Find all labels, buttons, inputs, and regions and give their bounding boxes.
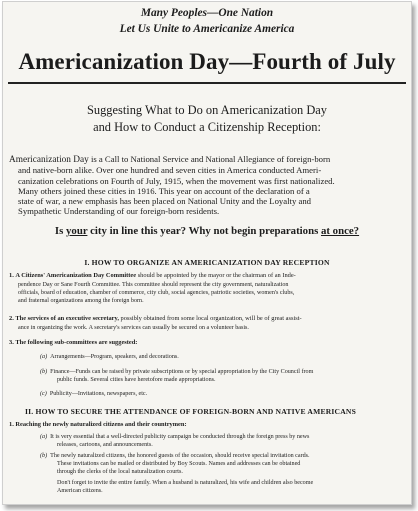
sub-item-text: releases, cartoons, and announcements. — [57, 442, 153, 448]
sub-item-text: Arrangements—Program, speakers, and decorations. — [50, 354, 179, 360]
intro-line-1: is a Call to National Service and National Allegiance of foreign-born — [88, 154, 331, 164]
document-title: Americanization Day—Fourth of July — [18, 49, 396, 74]
item-text: possibly obtained from some local organization, will be of great assist- — [118, 315, 302, 322]
call-to-action — [3, 225, 411, 237]
intro-line-3: canization celebrations on Fourth of July, 1915, when the movement was first nationalized. — [18, 175, 335, 186]
sub-item-marker: (c) — [40, 391, 47, 397]
slogan-line-2: Let Us Unite to Americanize America — [119, 23, 295, 35]
intro-lead: Americanization Day — [9, 155, 89, 165]
section-1-heading: I. HOW TO ORGANIZE AN AMERICANIZATION DAY RECEPTION — [84, 258, 330, 267]
sub-item-marker: (b) — [40, 369, 48, 375]
sub-item-text: through the clerks of the local naturalization courts. — [57, 469, 183, 475]
subtitle-line-1: Suggesting What to Do on Americanization Day — [87, 103, 327, 117]
item-lead: A Citizens' Americanization Day Committee — [15, 272, 137, 279]
intro-line-4: Many others joined these cities in 1916. This year on account of the declaration of a — [18, 185, 310, 196]
item-text: officials, board of education, chamber of commerce, city club, social agencies, patriotic societies, women's clubs, — [18, 290, 295, 296]
title-rule — [8, 82, 406, 84]
subtitle-line-2: and How to Conduct a Citizenship Reception: — [93, 120, 321, 134]
intro-line-2: and native-born alike. Over one hundred and seven cities in America conducted Ameri- — [18, 165, 322, 176]
sub-item-marker: (b) — [40, 453, 48, 459]
call-once: at once? — [320, 225, 360, 237]
sub-item-text: Finance—Funds can be raised by private subscriptions or by special appropriation by the City Council from — [50, 369, 314, 375]
item-lead: The services of an executive secretary, — [15, 315, 119, 322]
item-text: should be appointed by the mayor or the chairman of an Inde- — [136, 272, 296, 279]
item-number: 3. — [9, 339, 14, 346]
item-number: 2. — [9, 315, 14, 322]
intro-line-6: Sympathetic Understanding of our foreign-born residents. — [18, 206, 220, 217]
note-text: American citizens. — [57, 488, 103, 494]
sub-item-text: Publicity—Invitations, newspapers, etc. — [49, 391, 148, 397]
intro-paragraph — [9, 154, 405, 217]
sub-item-text: It is very essential that a well-directed publicity campaign be conducted through the foreign press by news — [50, 434, 310, 440]
call-mid: city in line this year? Why not begin preparations — [87, 225, 321, 237]
item-text: and fraternal organizations among the foreign born. — [18, 298, 144, 304]
sub-item-text: public funds. Several cities have heretofore made appropriations. — [57, 377, 216, 383]
sub-item-text: The newly naturalized citizens, the honored guests of the occasion, should receive special invitation cards. — [50, 453, 310, 459]
item-lead: The following sub-committees are suggested: — [15, 339, 138, 346]
item-lead: Reaching the newly naturalized citizens and their countrymen: — [15, 421, 187, 428]
item-text: ance in organizing the work. A secretary's services can usually be secured on a volunteer basis. — [18, 325, 249, 331]
section-2-heading: II. HOW TO SECURE THE ATTENDANCE OF FOREIGN-BORN AND NATIVE AMERICANS — [25, 407, 357, 416]
sub-item-text: These invitations can be mailed or distributed by Boy Scouts. Names and addresses can be obtained — [57, 461, 301, 467]
document-page — [2, 1, 412, 505]
sub-item-marker: (a) — [40, 354, 48, 360]
call-your: your — [66, 225, 88, 237]
item-number: 1. — [9, 421, 14, 428]
note-text: Don't forget to invite the entire family. When a husband is naturalized, his wife and children also become — [57, 480, 314, 486]
item-text: pendence Day or Sane Fourth Committee. This committee should represent the city government, naturalization — [18, 282, 289, 288]
call-pre: Is — [54, 225, 67, 237]
item-number: 1. — [9, 272, 14, 279]
sub-item-marker: (a) — [40, 434, 48, 440]
intro-line-5: state of war, a new emphasis has been placed on National Unity and the Loyalty and — [18, 196, 312, 207]
slogan-line-1: Many Peoples—One Nation — [140, 7, 274, 19]
